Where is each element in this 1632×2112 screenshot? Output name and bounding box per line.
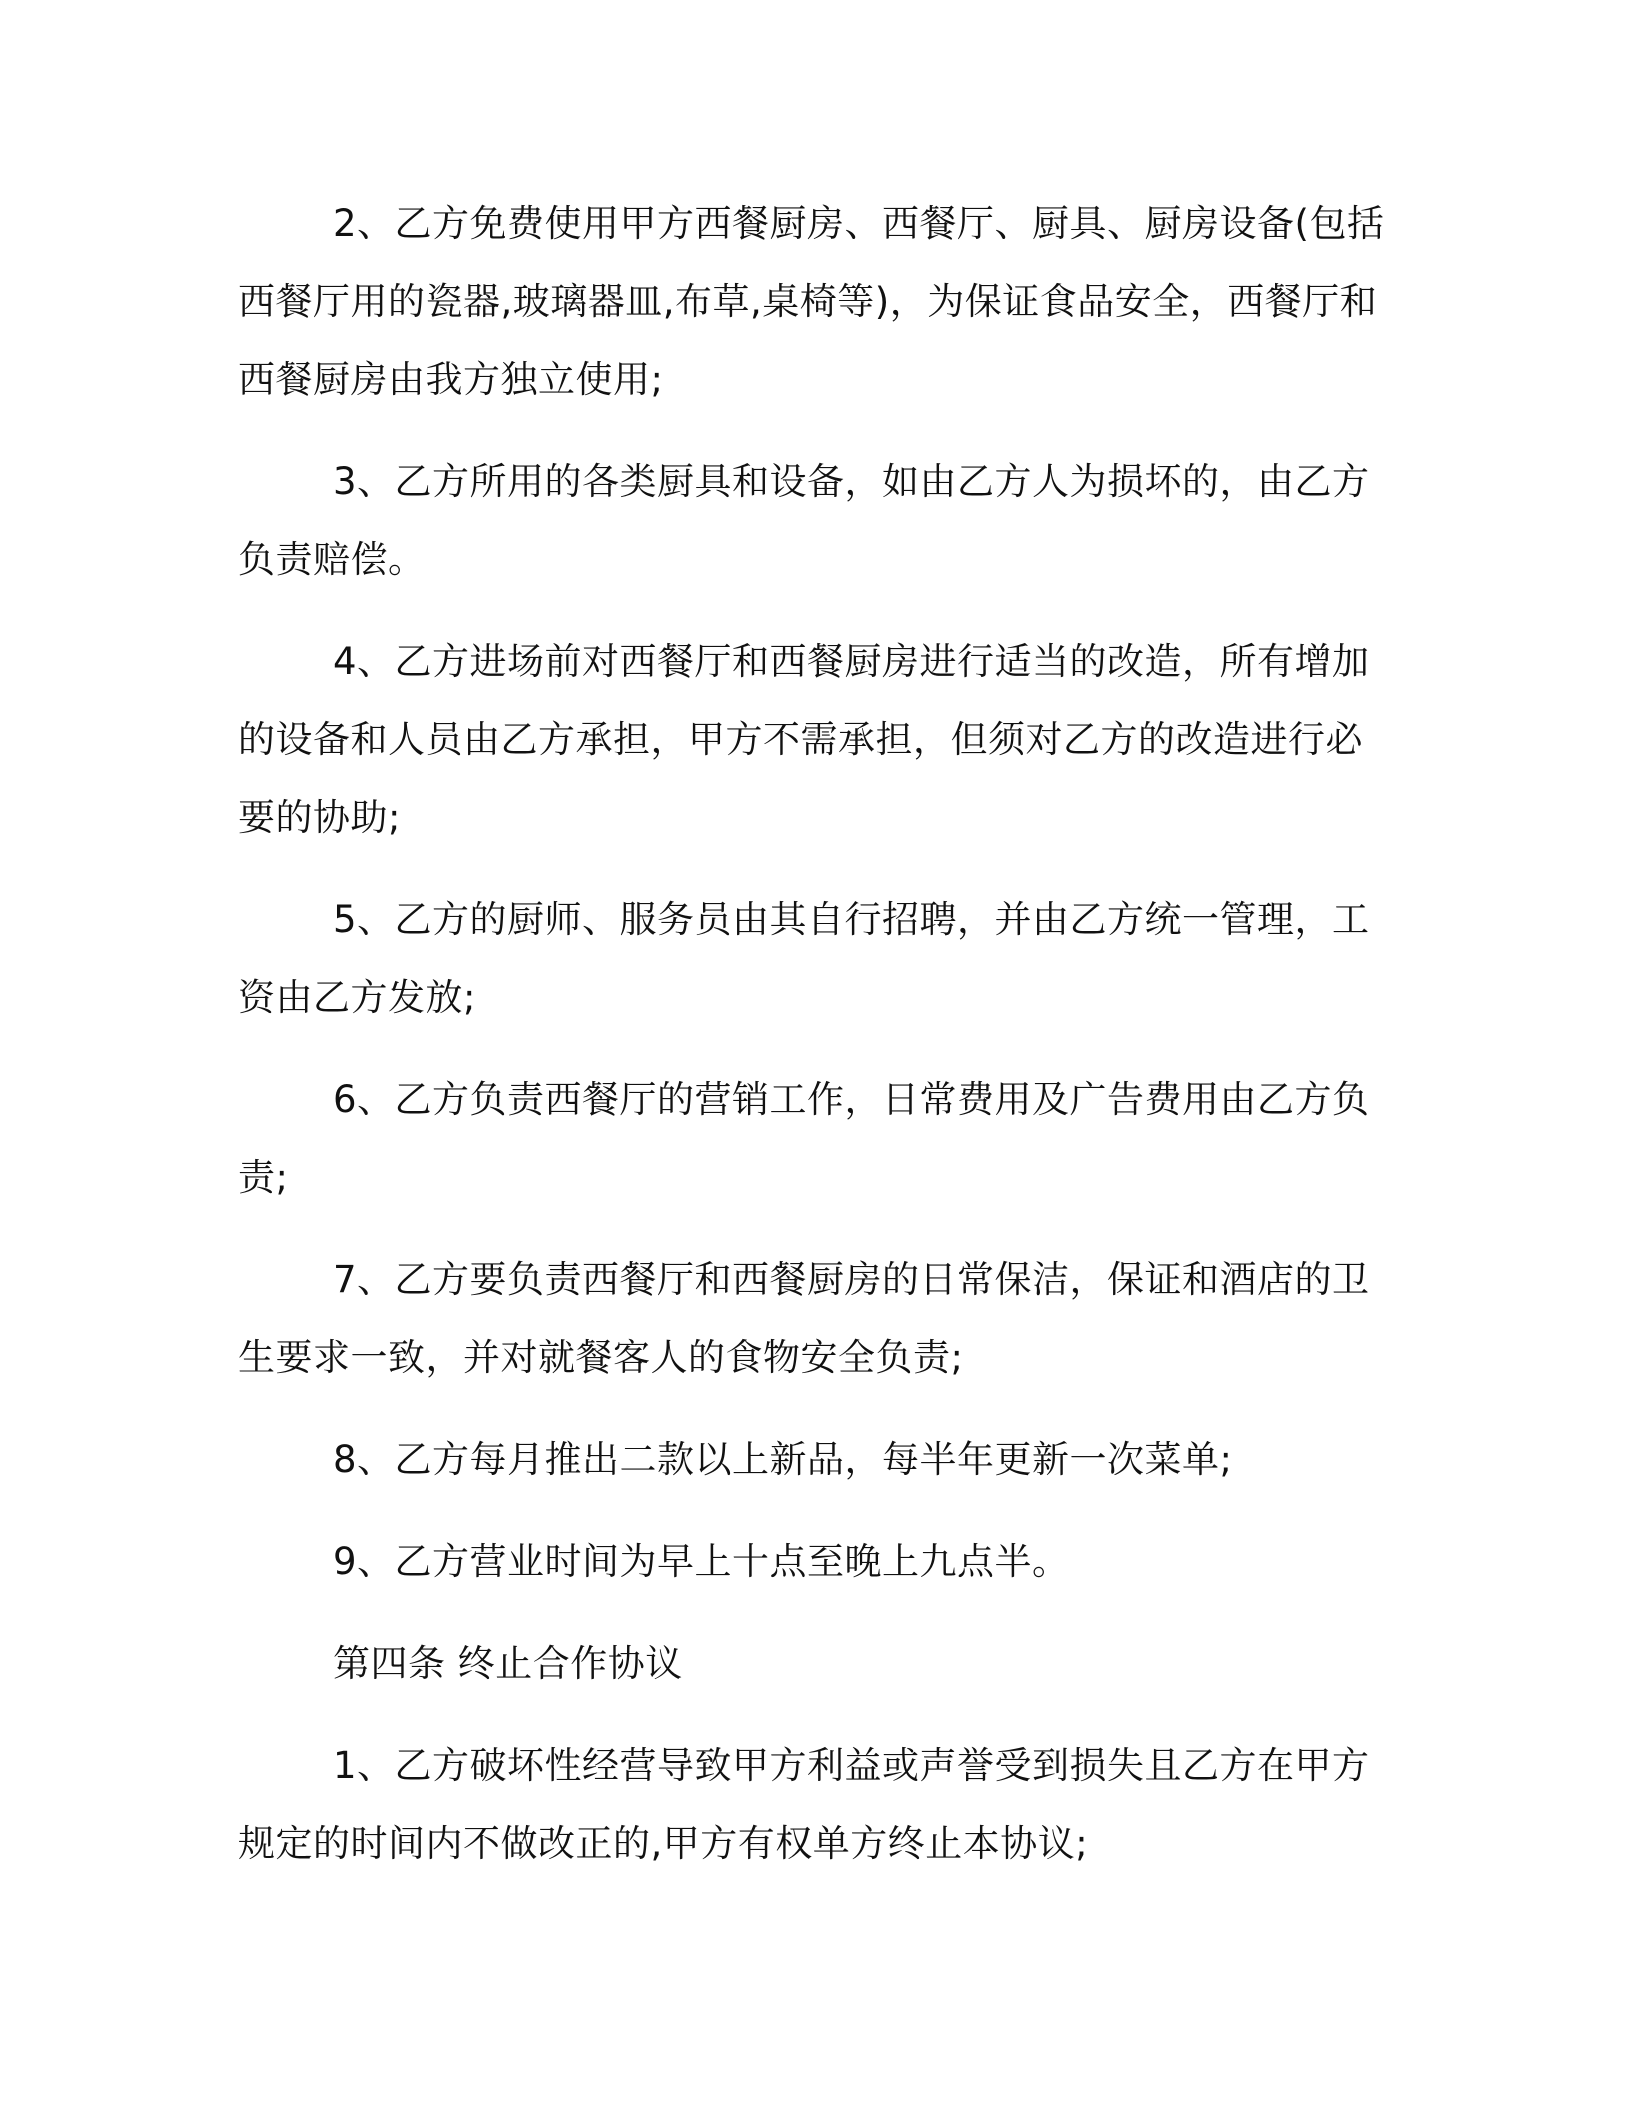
section-heading: 第四条 终止合作协议 xyxy=(333,1642,683,1685)
clause-7: 7、乙方要负责西餐厅和西餐厨房的日常保洁，保证和酒店的卫生要求一致，并对就餐客人的食物安全负责; xyxy=(238,1258,1370,1379)
clause-6: 6、乙方负责西餐厅的营销工作，日常费用及广告费用由乙方负责; xyxy=(238,1078,1370,1199)
document-body xyxy=(238,185,1393,1907)
termination-clause-1: 1、乙方破坏性经营导致甲方利益或声誉受到损失且乙方在甲方规定的时间内不做改正的,甲方有权单方终止本协议; xyxy=(238,1744,1370,1865)
clause-2: 2、乙方免费使用甲方西餐厨房、西餐厅、厨具、厨房设备(包括西餐厅用的瓷器,玻璃器皿,布草,桌椅等)，为保证食品安全，西餐厅和西餐厨房由我方独立使用; xyxy=(238,202,1385,401)
clause-8: 8、乙方每月推出二款以上新品，每半年更新一次菜单; xyxy=(333,1438,1233,1481)
clause-3: 3、乙方所用的各类厨具和设备，如由乙方人为损坏的，由乙方负责赔偿。 xyxy=(238,460,1370,581)
clause-4: 4、乙方进场前对西餐厅和西餐厨房进行适当的改造，所有增加的设备和人员由乙方承担，甲方不需承担，但须对乙方的改造进行必要的协助; xyxy=(238,640,1370,839)
clause-9: 9、乙方营业时间为早上十点至晚上九点半。 xyxy=(333,1540,1070,1583)
clause-5: 5、乙方的厨师、服务员由其自行招聘，并由乙方统一管理，工资由乙方发放; xyxy=(238,898,1370,1019)
